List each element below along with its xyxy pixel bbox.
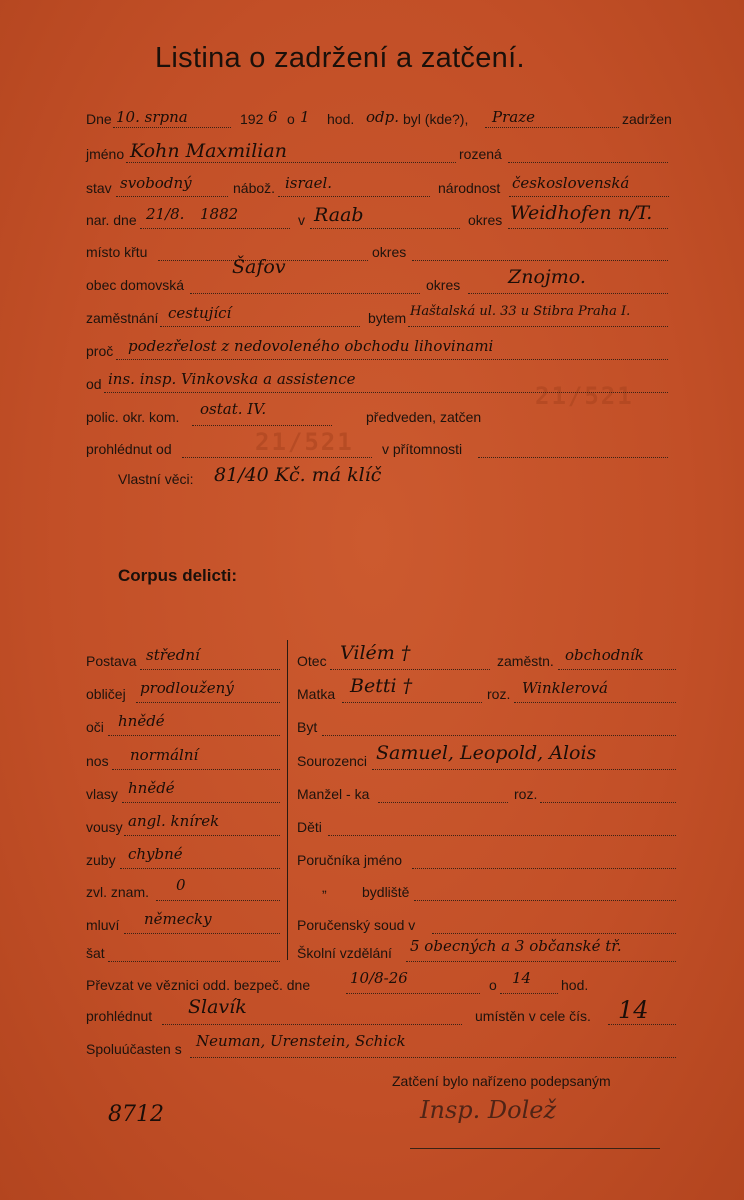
footer-prohl-label: prohlédnut [86,1008,153,1024]
porucnik-label: Poručníka jméno [297,852,403,868]
spolu-label: Spoluúčasten s [86,1041,182,1057]
zuby-label: zuby [86,852,116,868]
sat-label: šat [86,945,105,961]
umisten-label: umístěn v cele čís. [475,1008,591,1024]
matka-value: Betti † [350,675,413,697]
nar-label: nar. dne [86,212,137,228]
naboz-value: israel. [285,174,333,192]
year-label: 192 [240,111,264,127]
nar-place: Raab [314,204,364,226]
oci-label: oči [86,719,104,735]
proc-label: proč [86,343,114,359]
zvl-znam-label: zvl. znam. [86,884,150,900]
obec-label: obec domovská [86,277,185,293]
vlasy-value: hnědé [128,779,175,797]
prohl-label: prohlédnut od [86,441,172,457]
mluvi-value: německy [144,910,212,928]
corpus-heading: Corpus delicti: [118,566,238,585]
nar-value: 21/8. [146,205,185,223]
stamp-mark-2: 21/521 [255,428,354,456]
narodnost-label: národnost [438,180,501,196]
zamestn-label: zaměstn. [497,653,554,669]
veci-label: Vlastní věci: [118,471,194,487]
otec-value: Vilém † [340,642,411,664]
zuby-value: chybné [128,845,183,863]
stav-label: stav [86,180,112,196]
misto-label: místo křtu [86,244,148,260]
zvl-znam-value: 0 [176,876,186,894]
zamest-value: cestující [168,304,232,322]
roz-value: Winklerová [522,679,608,697]
okres-label: okres [468,212,503,228]
narodnost-value: československá [512,174,630,192]
polic-value: ostat. IV. [200,400,267,418]
vousy-value: angl. knírek [128,812,220,830]
prevzat-hod-value: 14 [512,969,532,987]
prevzat-value: 10/8-26 [350,969,408,987]
souroz-value: Samuel, Leopold, Alois [376,742,597,764]
spolu-value: Neuman, Urenstein, Schick [196,1032,406,1050]
zamestn-value: obchodník [565,646,644,664]
hod-label: hod. [327,111,355,127]
zamest-label: zaměstnání [86,310,159,326]
cele-value: 14 [618,996,649,1024]
zatceni-label: Zatčení bylo nařízeno podepsaným [392,1073,611,1089]
soud-label: Poručenský soud v [297,917,416,933]
postava-value: střední [146,646,200,664]
ampm-value: odp. [366,108,400,126]
rozena-label: rozená [459,146,502,162]
bytem-value: Haštalská ul. 33 u Stibra Praha I. [410,304,631,319]
veci-value: 81/40 Kč. má klíč [214,464,382,486]
page-title: Listina o zadržení a zatčení. [155,42,525,74]
bytem-label: bytem [368,310,407,326]
vlasy-label: vlasy [86,786,118,802]
hour-value: 1 [300,108,310,126]
okres2-label: okres [372,244,407,260]
souroz-label: Sourozenci [297,753,368,769]
year-digit: 6 [268,108,278,126]
roz-label: roz. [487,686,511,702]
naboz-label: nábož. [233,180,276,196]
nos-value: normální [130,746,199,764]
dne-value: 10. srpna [116,108,188,126]
jmeno-value: Kohn Maxmilian [130,140,287,162]
otec-label: Otec [297,653,327,669]
jmeno-label: jméno [86,146,125,162]
od-label: od [86,376,102,392]
roz2-label: roz. [514,786,538,802]
vousy-label: vousy [86,819,123,835]
prevzat-hod-label: hod. [561,977,589,993]
mluvi-label: mluví [86,917,120,933]
dne-label: Dne [86,111,112,127]
matka-label: Matka [297,686,336,702]
prevzat-o-label: o [489,977,497,993]
nos-label: nos [86,753,109,769]
nar-year: 1882 [200,205,239,223]
zadrzen-label: zadržen [622,111,672,127]
v-label: v [298,212,305,228]
postava-label: Postava [86,653,137,669]
oblicej-label: obličej [86,686,126,702]
prevzat-label: Převzat ve věznici odd. bezpeč. dne [86,977,311,993]
signature-line [410,1148,660,1149]
oci-value: hnědé [118,712,165,730]
oblicej-value: prodloužený [140,679,234,697]
skolni-value: 5 obecných a 3 občanské tř. [410,937,622,955]
okres3-label: okres [426,277,461,293]
predveden-label: předveden, zatčen [366,409,482,425]
footer-prohl-value: Slavík [188,996,247,1018]
obec-value: Šafov [232,256,286,278]
margin-number: 8712 [108,1102,164,1127]
bydliste-label: bydliště [362,884,410,900]
polic-label: polic. okr. kom. [86,409,180,425]
place-value: Praze [492,108,535,126]
stamp-mark: 21/521 [535,382,634,410]
byl-label: byl (kde?), [403,111,469,127]
manzel-label: Manžel - ka [297,786,370,802]
deti-label: Děti [297,819,322,835]
od-value: ins. insp. Vinkovska a assistence [108,370,356,388]
stav-value: svobodný [120,174,192,192]
signature: Insp. Dolež [420,1096,557,1124]
okres-value: Weidhofen n/T. [510,202,653,224]
byt-label: Byt [297,719,318,735]
quote-mark: „ [322,879,327,895]
proc-value: podezřelost z nedovoleného obchodu lihovinami [128,337,494,355]
pritom-label: v přítomnosti [382,441,463,457]
okres3-value: Znojmo. [508,266,586,288]
o-label: o [287,111,295,127]
skolni-label: Školní vzdělání [297,945,392,961]
